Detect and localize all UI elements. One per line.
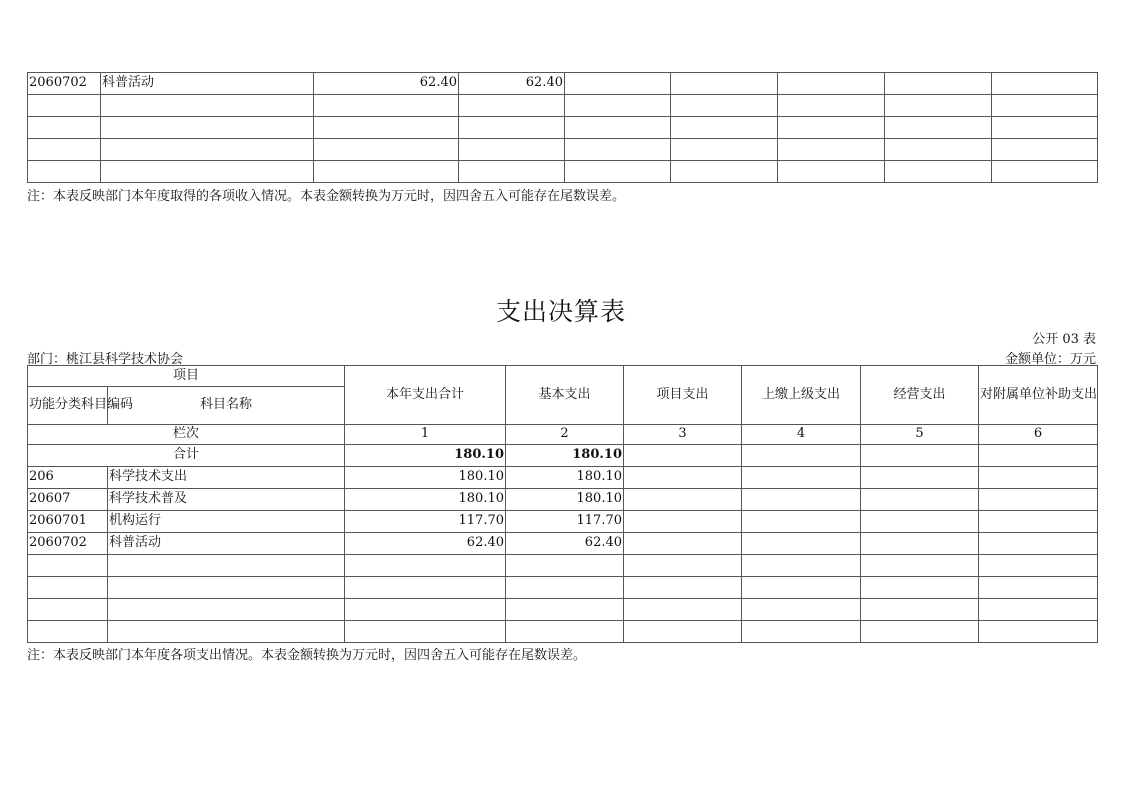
total-expense-header: 本年支出合计: [345, 366, 506, 425]
subsidy-amount: [979, 445, 1098, 467]
total-amount: [345, 555, 506, 577]
column-index: 5: [861, 425, 979, 445]
remit-amount: [742, 599, 861, 621]
subject-name-cell: 科学技术支出: [108, 467, 345, 489]
amount-cell: [314, 161, 459, 183]
project-amount: [624, 533, 742, 555]
amount-cell: [778, 95, 885, 117]
function-code-cell: [28, 555, 108, 577]
basic-amount: 180.10: [506, 445, 624, 467]
total-amount: 180.10: [345, 467, 506, 489]
basic-amount: [506, 599, 624, 621]
table-row: [28, 467, 1098, 489]
subject-name-cell: 机构运行: [108, 511, 345, 533]
amount-cell: [778, 139, 885, 161]
subsidy-amount: [979, 555, 1098, 577]
total-amount: [345, 599, 506, 621]
basic-amount: 117.70: [506, 511, 624, 533]
amount-cell: [885, 117, 992, 139]
amount-cell: [992, 95, 1098, 117]
table-row: [28, 511, 1098, 533]
subject-name-cell: [108, 555, 345, 577]
amount-cell: [778, 117, 885, 139]
subject-name-cell: [101, 161, 314, 183]
amount-cell: [992, 139, 1098, 161]
business-amount: [861, 599, 979, 621]
total-amount: 117.70: [345, 511, 506, 533]
header-row: [28, 366, 1098, 387]
remit-amount: [742, 445, 861, 467]
subject-name-cell: [101, 95, 314, 117]
project-amount: [624, 555, 742, 577]
expense-table-note: 注：本表反映部门本年度各项支出情况。本表金额转换为万元时，因四舍五入可能存在尾数误差。: [27, 648, 587, 663]
remit-amount: [742, 621, 861, 643]
function-code-cell: 20607: [28, 489, 108, 511]
subject-name-cell: 科普活动: [108, 533, 345, 555]
subject-name-cell: [108, 599, 345, 621]
table-row: [28, 555, 1098, 577]
amount-unit-label: 金额单位：万元: [1004, 352, 1096, 367]
remit-amount: [742, 489, 861, 511]
basic-amount: 180.10: [506, 489, 624, 511]
function-code-cell: [28, 161, 101, 183]
table-row: [28, 621, 1098, 643]
total-label: 合计: [28, 445, 345, 467]
business-amount: [861, 511, 979, 533]
function-code-cell: [28, 577, 108, 599]
remit-amount: [742, 555, 861, 577]
amount-cell: [314, 139, 459, 161]
total-row: [28, 445, 1098, 467]
amount-cell: [565, 139, 671, 161]
business-amount: [861, 533, 979, 555]
subsidy-expense-header: 对附属单位补助支出: [979, 366, 1098, 425]
table-row: [28, 95, 1098, 117]
function-code-cell: [28, 599, 108, 621]
form-code: 公开 03 表: [1032, 332, 1096, 347]
amount-cell: [885, 161, 992, 183]
column-index: 3: [624, 425, 742, 445]
remit-amount: [742, 533, 861, 555]
basic-amount: 62.40: [506, 533, 624, 555]
amount-cell: [885, 73, 992, 95]
subject-name-header: 科目名称: [108, 387, 345, 425]
subject-name-cell: 科普活动: [101, 73, 314, 95]
function-code-header: 功能分类科目编码: [28, 387, 108, 425]
business-amount: [861, 445, 979, 467]
amount-cell: [778, 161, 885, 183]
project-amount: [624, 577, 742, 599]
function-code-cell: [28, 139, 101, 161]
remit-expense-header: 上缴上级支出: [742, 366, 861, 425]
amount-cell: [671, 73, 778, 95]
table-row: [28, 161, 1098, 183]
amount-cell: [885, 95, 992, 117]
total-amount: [345, 577, 506, 599]
table-row: [28, 73, 1098, 95]
basic-amount: [506, 577, 624, 599]
table-row: [28, 489, 1098, 511]
column-index-row: [28, 425, 1098, 445]
business-amount: [861, 555, 979, 577]
amount-cell: [671, 95, 778, 117]
project-amount: [624, 621, 742, 643]
project-amount: [624, 511, 742, 533]
amount-cell: [885, 139, 992, 161]
column-index: 6: [979, 425, 1098, 445]
remit-amount: [742, 577, 861, 599]
total-amount: 62.40: [345, 533, 506, 555]
total-amount: 180.10: [345, 489, 506, 511]
project-expense-header: 项目支出: [624, 366, 742, 425]
function-code-cell: 2060702: [28, 533, 108, 555]
subject-name-cell: [108, 577, 345, 599]
function-code-cell: 2060702: [28, 73, 101, 95]
subject-name-cell: 科学技术普及: [108, 489, 345, 511]
subject-name-cell: [108, 621, 345, 643]
amount-cell: [459, 161, 565, 183]
amount-cell: [314, 117, 459, 139]
project-amount: [624, 489, 742, 511]
project-amount: [624, 599, 742, 621]
amount-cell: [565, 95, 671, 117]
subsidy-amount: [979, 599, 1098, 621]
table-row: [28, 533, 1098, 555]
amount-cell: [671, 161, 778, 183]
table-row: [28, 117, 1098, 139]
project-amount: [624, 467, 742, 489]
business-expense-header: 经营支出: [861, 366, 979, 425]
subsidy-amount: [979, 533, 1098, 555]
table-row: [28, 139, 1098, 161]
business-amount: [861, 621, 979, 643]
subject-name-cell: [101, 139, 314, 161]
subsidy-amount: [979, 489, 1098, 511]
remit-amount: [742, 467, 861, 489]
amount-cell: [314, 95, 459, 117]
function-code-cell: 206: [28, 467, 108, 489]
total-amount: [345, 621, 506, 643]
page-title: 支出决算表: [495, 297, 626, 326]
item-header: 项目: [28, 366, 345, 387]
department-label: 部门：桃江县科学技术协会: [27, 352, 184, 367]
subsidy-amount: [979, 467, 1098, 489]
amount-cell: [778, 73, 885, 95]
table-row: [28, 599, 1098, 621]
amount-cell: [459, 117, 565, 139]
amount-cell: [992, 73, 1098, 95]
subject-name-cell: [101, 117, 314, 139]
column-index-label: 栏次: [28, 425, 345, 445]
column-index: 4: [742, 425, 861, 445]
business-amount: [861, 467, 979, 489]
amount-cell: [565, 73, 671, 95]
subsidy-amount: [979, 621, 1098, 643]
amount-cell: [671, 139, 778, 161]
table-row: [28, 577, 1098, 599]
basic-amount: 180.10: [506, 467, 624, 489]
amount-cell: [565, 117, 671, 139]
income-table-continued: [27, 72, 1098, 183]
subsidy-amount: [979, 577, 1098, 599]
amount-cell: [565, 161, 671, 183]
income-table-note: 注：本表反映部门本年度取得的各项收入情况。本表金额转换为万元时，因四舍五入可能存在尾数误差。: [27, 189, 626, 204]
amount-cell: 62.40: [314, 73, 459, 95]
function-code-cell: [28, 621, 108, 643]
column-index: 2: [506, 425, 624, 445]
remit-amount: [742, 511, 861, 533]
subsidy-amount: [979, 511, 1098, 533]
total-amount: 180.10: [345, 445, 506, 467]
basic-amount: [506, 555, 624, 577]
function-code-cell: [28, 95, 101, 117]
amount-cell: [992, 117, 1098, 139]
basic-amount: [506, 621, 624, 643]
amount-cell: 62.40: [459, 73, 565, 95]
business-amount: [861, 489, 979, 511]
project-amount: [624, 445, 742, 467]
amount-cell: [459, 139, 565, 161]
column-index: 1: [345, 425, 506, 445]
amount-cell: [992, 161, 1098, 183]
amount-cell: [459, 95, 565, 117]
amount-cell: [671, 117, 778, 139]
function-code-cell: [28, 117, 101, 139]
basic-expense-header: 基本支出: [506, 366, 624, 425]
expense-table: [27, 365, 1098, 643]
function-code-cell: 2060701: [28, 511, 108, 533]
business-amount: [861, 577, 979, 599]
